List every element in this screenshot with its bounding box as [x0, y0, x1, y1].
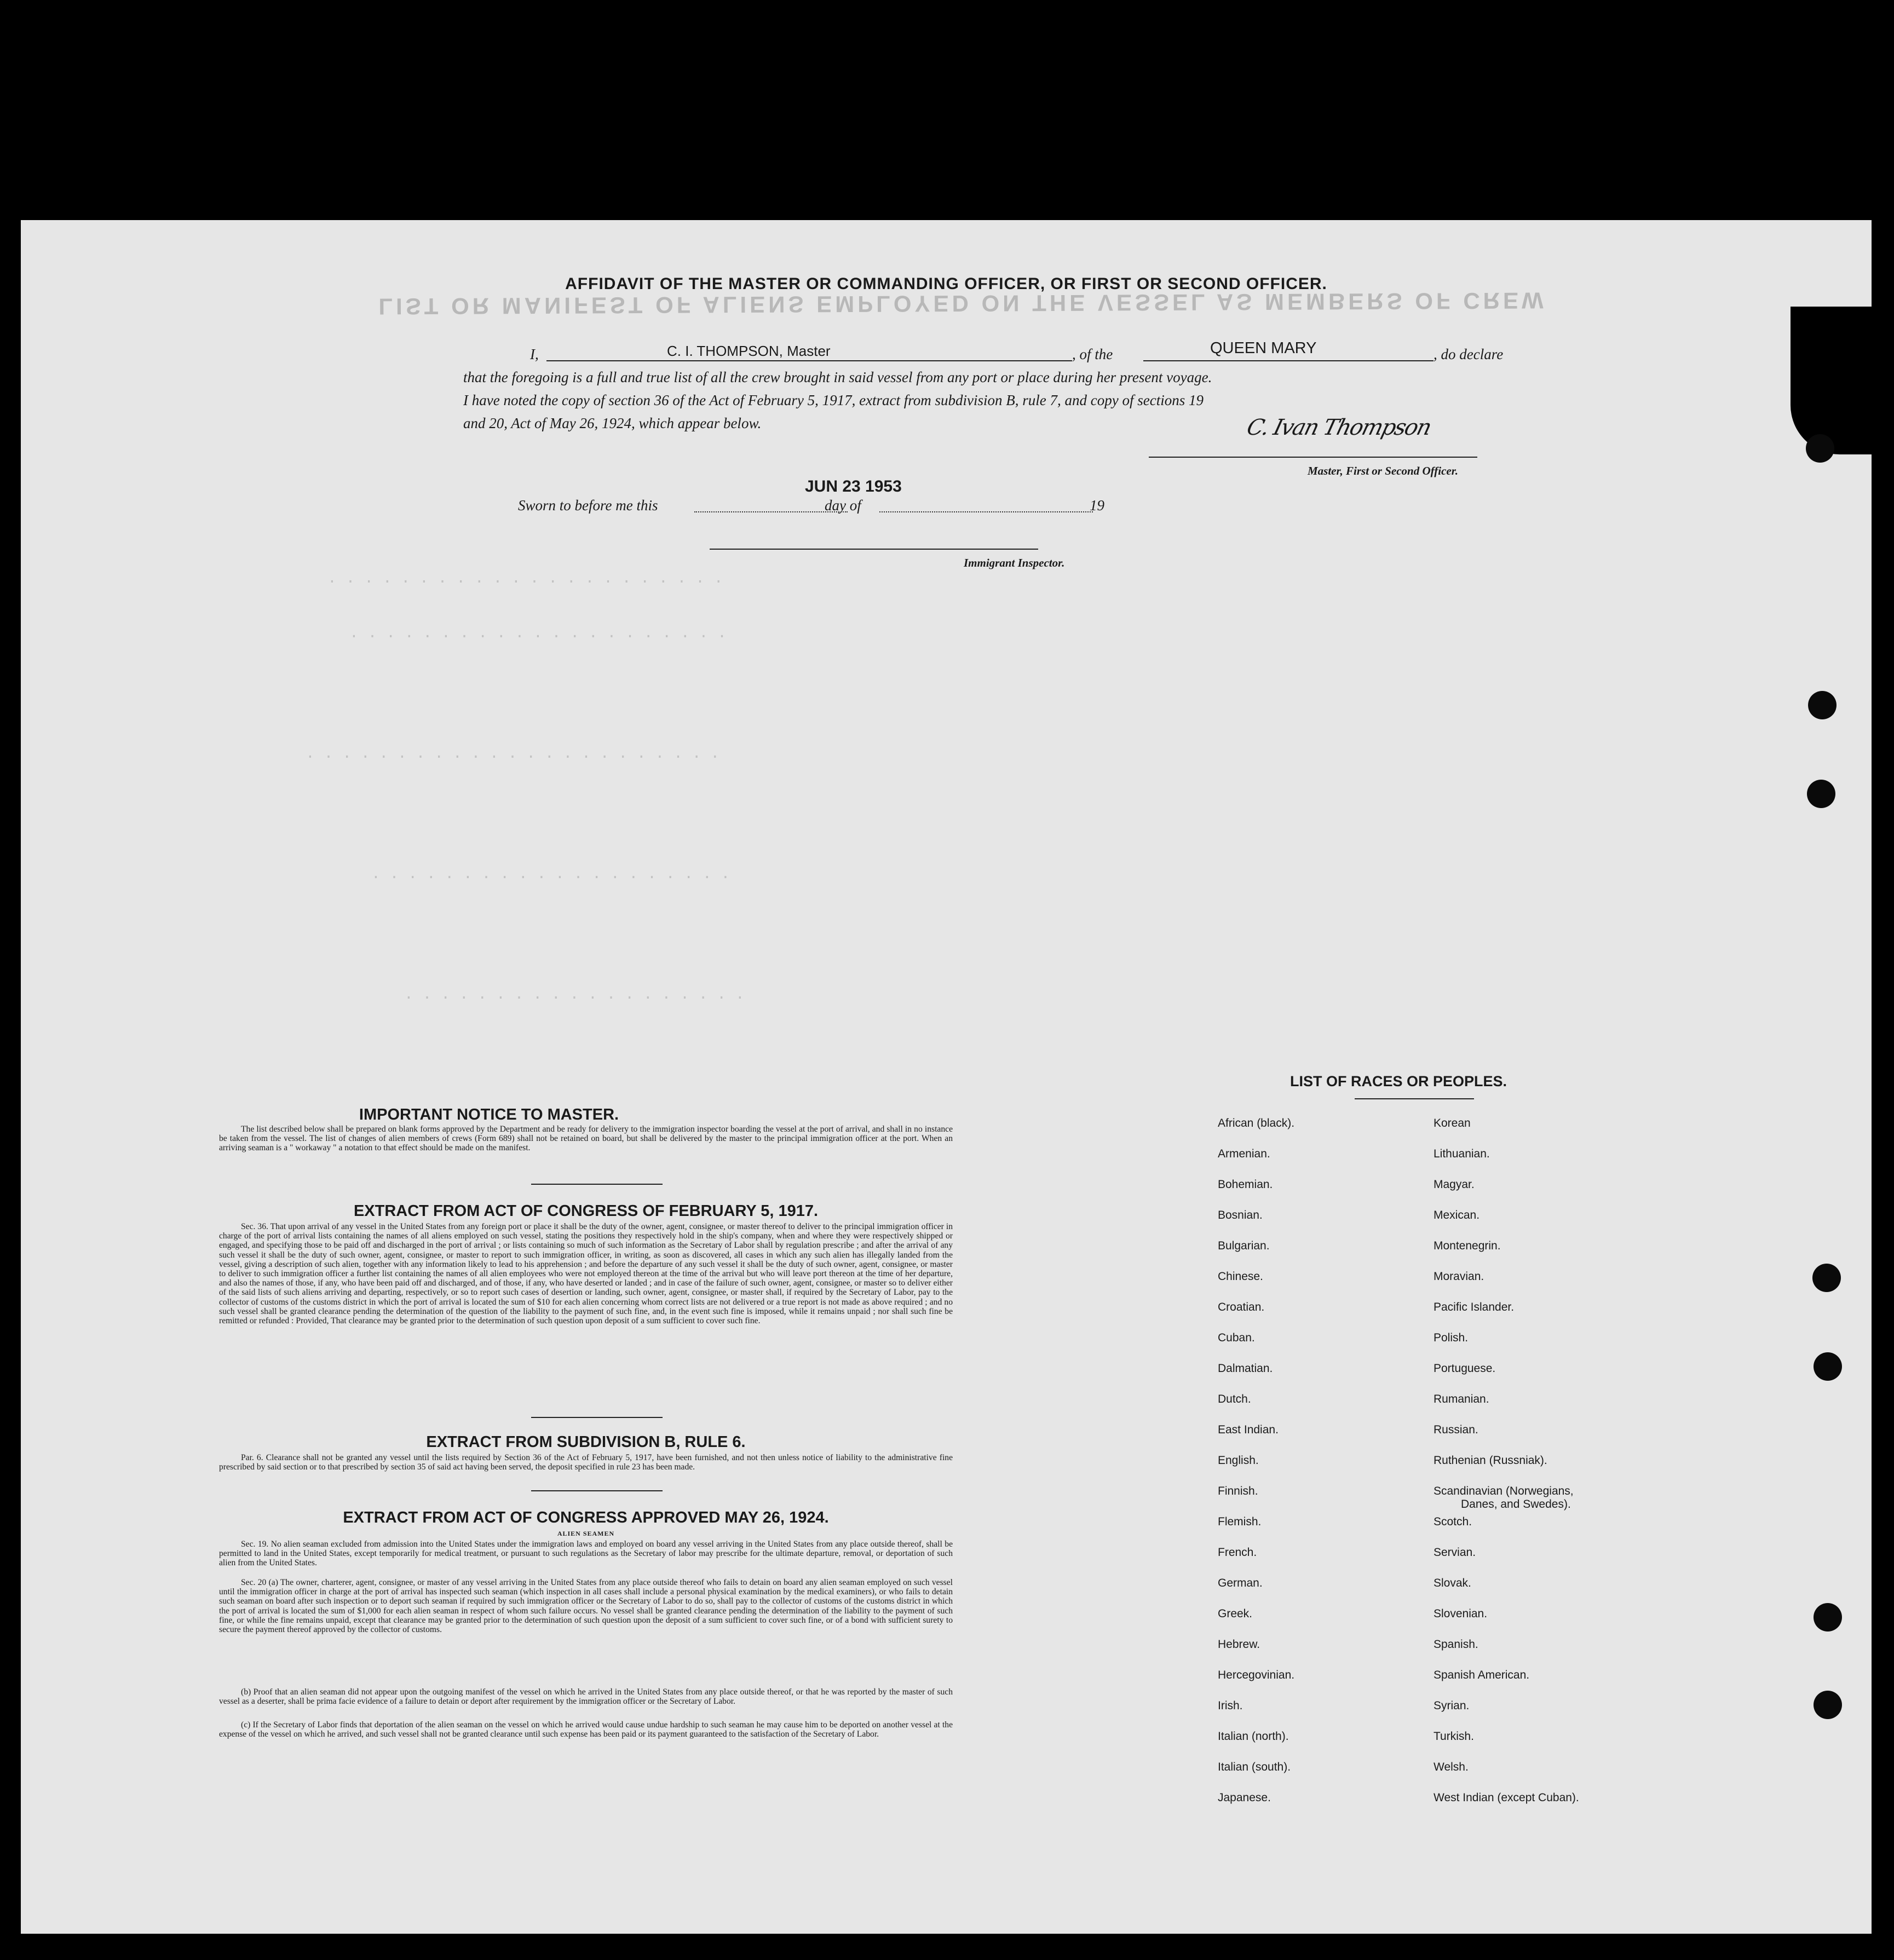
race-item: Japanese.: [1218, 1791, 1271, 1804]
divider: [531, 1417, 663, 1418]
race-item: Rumanian.: [1434, 1393, 1489, 1405]
race-item: Russian.: [1434, 1423, 1478, 1436]
notice-text: The list described below shall be prepared on blank forms approved by the Department and be ready for delivery to the immigration inspector boarding the vessel at the port of arrival, and shall in no instance be taken from the vessel. The list of changes of alien members of crews (Form 689) shall not be retained on board, but shall be delivered by the master to the principal immigration officer at the port. When an arriving seaman is a " workaway " a notation to that effect should be made on the manifest.: [219, 1125, 953, 1153]
race-item: Welsh.: [1434, 1761, 1469, 1773]
bleed-through-row: . . . . . . . . . . . . . . . . . . .: [404, 987, 745, 1004]
race-item: Syrian.: [1434, 1699, 1470, 1712]
race-item: Greek.: [1218, 1607, 1253, 1620]
race-item: East Indian.: [1218, 1423, 1279, 1436]
document-sheet: [21, 220, 1872, 1934]
race-item: Mexican.: [1434, 1209, 1480, 1221]
race-item: Dutch.: [1218, 1393, 1251, 1405]
race-item: Portuguese.: [1434, 1362, 1496, 1375]
race-item: Korean: [1434, 1117, 1471, 1129]
punch-hole: [1814, 1603, 1842, 1632]
race-item: Spanish.: [1434, 1638, 1478, 1651]
punch-hole: [1814, 1691, 1842, 1719]
race-item: Dalmatian.: [1218, 1362, 1273, 1375]
punch-hole: [1808, 691, 1837, 719]
extract-1917-text: Sec. 36. That upon arrival of any vessel in the United States from any foreign port or place it shall be the duty of the owner, agent, consignee, or master thereof to deliver to the principal immigration officer in charge of the port of arrival lists containing the names of all aliens employed on such vessel, stating the positions they respectively hold in the ship's company, when and where they were respectively shipped or engaged, and specifying those to be paid off and discharged in the port of arrival ; or lists containing so much of such information as the Secretary of Labor shall by regulation prescribe ; and after the arrival of any such vessel it shall be the duty of such owner, agent, consignee, or master to report to such immigration officer, in writing, as soon as discovered, all cases in which any such alien has illegally landed from the vessel, giving a description of such alien, together with any information likely to lead to his apprehension ; and before the departure of any such vessel it shall be the duty of such owner, agent, consignee, or master to deliver to such immigration officer a further list containing the names of all alien employees who were not employed thereon at the time of the arrival but who will leave port thereon at the time of her departure, and also the names of those, if any, who have been paid off and discharged, and of those, if any, who have deserted or landed ; and in case of the failure of such owner, agent, consignee, or master so to deliver either of the said lists of such aliens arriving and departing, respectively, or so to report such cases of desertion or landing, such owner, agent, consignee, or master shall, if required by the Secretary of Labor, pay to the collector of customs of the customs district in which the port of arrival is located the sum of $10 for each alien concerning whom correct lists are not delivered or a true report is not made as above required ; and no such vessel shall be granted clearance pending the determination of the question of the liability to the payment of such fine, and, in the event such fine is imposed, while it remains unpaid ; nor shall such fine be remitted or refunded : Provided, That clearance may be granted prior to the determination of such question upon deposit of a sum sufficient to cover such fine.: [219, 1222, 953, 1326]
race-item: Cuban.: [1218, 1331, 1255, 1344]
race-item: Slovenian.: [1434, 1607, 1488, 1620]
race-item: Spanish American.: [1434, 1669, 1530, 1681]
torn-corner: [1791, 307, 1894, 454]
race-item: Pacific Islander.: [1434, 1301, 1515, 1313]
race-item-continuation: Danes, and Swedes).: [1461, 1498, 1571, 1511]
race-item: Polish.: [1434, 1331, 1469, 1344]
race-item: Slovak.: [1434, 1577, 1471, 1589]
divider: [1355, 1098, 1474, 1099]
divider: [531, 1490, 663, 1491]
race-item: Lithuanian.: [1434, 1148, 1490, 1160]
race-item: Italian (south).: [1218, 1761, 1291, 1773]
signature-line: [1149, 457, 1477, 458]
sworn-label: Sworn to before me this: [518, 497, 658, 514]
punch-hole: [1814, 1352, 1842, 1381]
punch-hole: [1812, 1264, 1841, 1292]
race-item: Flemish.: [1218, 1515, 1262, 1528]
race-item: Bosnian.: [1218, 1209, 1263, 1221]
extract-rule6-text: Par. 6. Clearance shall not be granted any vessel until the lists required by Section 36 of the Act of February 5, 1917, have been furnished, and not then unless notice of liability to the administrative fine prescribed by said section or to that prescribed by section 35 of said act having been served, the deposit specified in rule 23 has been made.: [219, 1453, 953, 1472]
race-item: German.: [1218, 1577, 1263, 1589]
extract-1924-sec20a: Sec. 20 (a) The owner, charterer, agent, consignee, or master of any vessel arriving in the United States from any place outside thereof who fails to detain on board any alien seaman employed on such vessel until the immigration officer in charge at the port of arrival has inspected such seaman (which inspection in all cases shall include a personal physical examination by the medical examiners), or who fails to detain such seaman on board after such inspection or to deport such seaman if required by such immigration officer or the Secretary of Labor to do so, shall pay to the collector of customs of the customs district in which the port of arrival is located the sum of $1,000 for each alien seaman in respect of whom such failure occurs. No vessel shall be granted clearance pending the determination of the liability to the payment of such fine, or while the fine remains unpaid, except that clearance may be granted prior to the determination of such question upon the deposit of a sum sufficient to cover such fine, or of a bond with sufficient surety to secure the payment thereof approved by the collector of customs.: [219, 1578, 953, 1635]
race-item: Hercegovinian.: [1218, 1669, 1295, 1681]
extract-1924-subheading: ALIEN SEAMEN: [557, 1530, 615, 1537]
date-stamp: JUN 23 1953: [805, 477, 902, 495]
race-item: Servian.: [1434, 1546, 1476, 1559]
notice-heading: IMPORTANT NOTICE TO MASTER.: [359, 1106, 619, 1123]
bleed-through-heading: LIST OR MANIFEST OF ALIENS EMPLOYED ON THE VESSEL AS MEMBERS OF CREW: [378, 287, 1547, 320]
race-item: Irish.: [1218, 1699, 1243, 1712]
affidavit-line-4: and 20, Act of May 26, 1924, which appear below.: [463, 415, 762, 431]
race-item: Finnish.: [1218, 1485, 1258, 1497]
extract-1924-sec20b: (b) Proof that an alien seaman did not appear upon the outgoing manifest of the vessel on which he arrived in the United States from any place outside thereof, or that he was reported by the master of such vessel as a deserter, shall be prima facie evidence of a failure to detain or deport after requirement by the immigration officer or the Secretary of Labor.: [219, 1687, 953, 1707]
divider: [531, 1184, 663, 1185]
race-item: Scandinavian (Norwegians,: [1434, 1485, 1574, 1497]
signature-caption: Master, First or Second Officer.: [1308, 464, 1458, 477]
of-the-label: , of the: [1072, 346, 1113, 362]
day-of-label: day of: [825, 497, 861, 514]
bleed-through-row: . . . . . . . . . . . . . . . . . . . . . . .: [306, 746, 720, 763]
inspector-caption: Immigrant Inspector.: [964, 556, 1065, 569]
affidavit-line-2: that the foregoing is a full and true list of all the crew brought in said vessel from any port or place during her present voyage.: [463, 369, 1212, 385]
inspector-signature-line: [710, 549, 1038, 550]
race-item: Bulgarian.: [1218, 1240, 1270, 1252]
punch-hole: [1806, 434, 1834, 463]
race-item: Italian (north).: [1218, 1730, 1289, 1743]
bleed-through-row: . . . . . . . . . . . . . . . . . . . .: [371, 866, 730, 883]
bleed-through-row: . . . . . . . . . . . . . . . . . . . . .: [349, 625, 727, 642]
do-declare-label: , do declare: [1434, 346, 1504, 362]
race-item: Armenian.: [1218, 1148, 1270, 1160]
master-name-line: [546, 360, 1072, 361]
bleed-through-row: . . . . . . . . . . . . . . . . . . . . . .: [327, 570, 723, 587]
affidavit-line-3: I have noted the copy of section 36 of the Act of February 5, 1917, extract from subdivision B, rule 7, and copy of sections 19: [463, 392, 1204, 408]
race-item: Montenegrin.: [1434, 1240, 1501, 1252]
punch-hole: [1807, 780, 1835, 808]
race-item: Croatian.: [1218, 1301, 1265, 1313]
vessel-name-line: [1143, 360, 1434, 361]
race-item: French.: [1218, 1546, 1257, 1559]
year-prefix: 19: [1090, 497, 1104, 514]
affidavit-title: AFFIDAVIT OF THE MASTER OR COMMANDING OFFICER, OR FIRST OR SECOND OFFICER.: [565, 275, 1327, 293]
extract-1917-heading: EXTRACT FROM ACT OF CONGRESS OF FEBRUARY 5, 1917.: [353, 1202, 819, 1220]
race-item: Turkish.: [1434, 1730, 1474, 1743]
extract-rule6-heading: EXTRACT FROM SUBDIVISION B, RULE 6.: [426, 1433, 746, 1451]
race-item: West Indian (except Cuban).: [1434, 1791, 1579, 1804]
races-heading: LIST OF RACES OR PEOPLES.: [1290, 1073, 1507, 1089]
i-label: I,: [530, 346, 539, 362]
sworn-month-line: [879, 511, 1093, 512]
extract-1924-sec20c: (c) If the Secretary of Labor finds that deportation of the alien seaman on the vessel on which he arrived would cause undue hardship to such seaman he may cause him to be deported on another vessel at the expense of the vessel on which he arrived, and such vessel shall not be granted clearance until such expense has been paid or its payment guaranteed to the satisfaction of the Secretary of Labor.: [219, 1720, 953, 1739]
race-item: Chinese.: [1218, 1270, 1263, 1283]
extract-1924-heading: EXTRACT FROM ACT OF CONGRESS APPROVED MAY 26, 1924.: [343, 1509, 829, 1526]
race-item: Magyar.: [1434, 1178, 1475, 1191]
race-item: Hebrew.: [1218, 1638, 1260, 1651]
master-name: C. I. THOMPSON, Master: [667, 343, 831, 359]
race-item: Scotch.: [1434, 1515, 1472, 1528]
signature: C. Ivan Thompson: [1244, 415, 1434, 440]
vessel-name: QUEEN MARY: [1210, 339, 1317, 357]
race-item: Moravian.: [1434, 1270, 1484, 1283]
race-item: African (black).: [1218, 1117, 1295, 1129]
race-item: English.: [1218, 1454, 1259, 1467]
extract-1924-sec19: Sec. 19. No alien seaman excluded from admission into the United States under the immigration laws and employed on board any vessel arriving in the United States from any place outside thereof, shall be permitted to land in the United States, except temporarily for medical treatment, or pursuant to such regulations as the Secretary of labor may prescribe for the ultimate departure, removal, or deportation of such alien from the United States.: [219, 1540, 953, 1568]
race-item: Bohemian.: [1218, 1178, 1273, 1191]
race-item: Ruthenian (Russniak).: [1434, 1454, 1547, 1467]
